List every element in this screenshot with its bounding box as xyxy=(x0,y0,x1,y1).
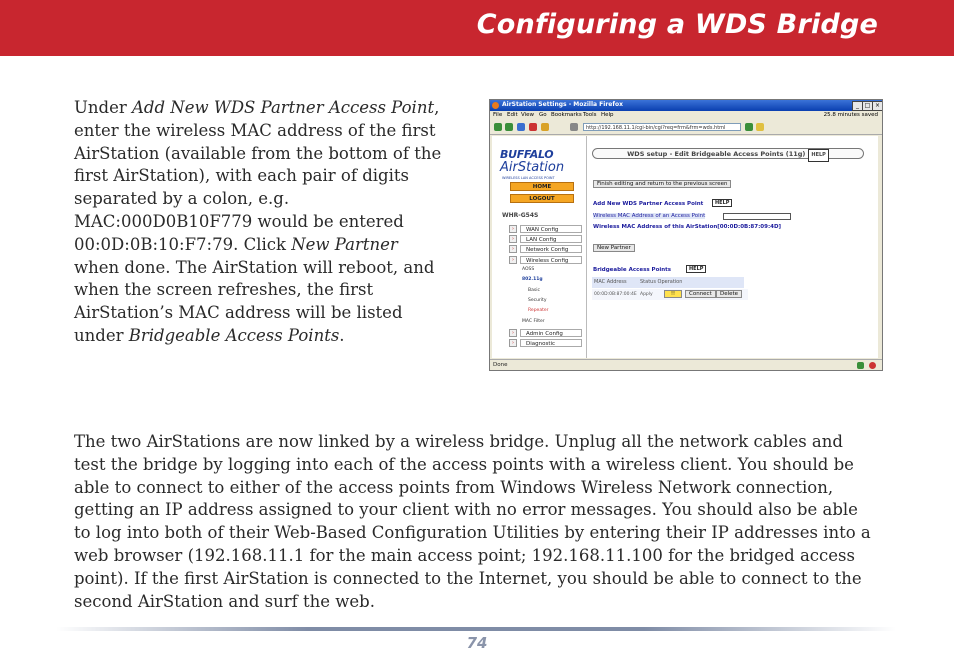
footer-divider xyxy=(56,627,896,631)
menu-wan-config[interactable]: WAN Config xyxy=(520,225,582,233)
page-content xyxy=(492,136,878,358)
menu-admin-config[interactable]: Admin Config xyxy=(520,329,582,337)
para1-emphasis-3: Bridgeable Access Points xyxy=(128,325,340,345)
status-flag-icon: !! xyxy=(664,290,682,298)
submenu-basic[interactable]: Basic xyxy=(528,288,540,293)
menu-tools[interactable]: Tools xyxy=(583,112,597,118)
close-icon[interactable]: × xyxy=(872,101,883,111)
arrow-icon[interactable]: › xyxy=(509,329,517,337)
submenu-mac-filter[interactable]: MAC Filter xyxy=(522,319,545,324)
table-header xyxy=(592,277,744,288)
page-header xyxy=(0,0,954,56)
minimize-icon[interactable]: _ xyxy=(852,101,863,111)
menu-edit[interactable]: Edit xyxy=(507,112,518,118)
url-input[interactable]: http://192.168.11.1/cgi-bin/cgi?req=frm&frm=wds.html xyxy=(583,123,741,131)
back-icon[interactable] xyxy=(494,123,502,131)
blocked-icon xyxy=(869,362,876,369)
arrow-icon[interactable]: › xyxy=(509,256,517,264)
body-paragraph: The two AirStations are now linked by a wireless bridge. Unplug all the network cables and test the bridge by logging into each of the access points with a wireless client. You should be able to connect to either of the access points from Windows Wireless Network connection, getting an IP address assigned to your client with no error messages. You should also be able to log into both of their Web-Based Configuration Utilities by entering their IP addresses into a web browser (192.168.11.1 for the main access point; 192.168.11.100 for the bridged access point). If the first AirStation is connected to the Internet, you should be able to connect to the second AirStation and surf the web. xyxy=(74,432,871,611)
arrow-icon[interactable]: › xyxy=(509,245,517,253)
finish-button[interactable]: Finish editing and return to the previous screen xyxy=(593,180,731,188)
row-status: Apply xyxy=(640,292,653,297)
menu-go[interactable]: Go xyxy=(539,112,547,118)
forward-icon[interactable] xyxy=(505,123,513,131)
menu-file[interactable]: File xyxy=(493,112,503,118)
page-title: Configuring a WDS Bridge xyxy=(476,9,878,40)
para1-text-1: Under xyxy=(74,98,132,117)
window-title: AirStation Settings - Mozilla Firefox xyxy=(502,101,623,108)
para1-text-3: when done. The AirStation will reboot, and when the screen refreshes, the first AirStation’s MAC address will be listed under xyxy=(74,257,435,345)
page-icon xyxy=(570,123,578,131)
stop-icon[interactable] xyxy=(529,123,537,131)
para1-emphasis-2: New Partner xyxy=(291,234,398,254)
wds-page-title xyxy=(592,148,864,159)
col-status-header: Status Operation xyxy=(640,279,683,285)
menu-network-config[interactable]: Network Config xyxy=(520,245,582,253)
delete-button[interactable]: Delete xyxy=(716,290,742,298)
browser-screenshot xyxy=(489,99,883,371)
page-number: 74 xyxy=(466,634,488,652)
help-button[interactable]: HELP xyxy=(686,265,706,273)
para1-text-2: , enter the wireless MAC address of the first AirStation (available from the bottom of the first AirStation), with each pair of digits separated by a colon, e.g. MAC:000D0B10F779 would be entered 00:0D:0B:10:F7:79. Click xyxy=(74,98,442,254)
intro-paragraph xyxy=(74,97,446,348)
router-main-panel xyxy=(590,136,878,358)
logo-tagline: WIRELESS LAN ACCESS POINT xyxy=(502,176,555,180)
help-button[interactable]: HELP xyxy=(808,149,828,162)
browser-statusbar xyxy=(490,359,882,371)
mac-field-label: Wireless MAC Address of an Access Point xyxy=(593,213,706,219)
wds-title-text: WDS setup - Edit Bridgeable Access Points (11g) xyxy=(627,150,806,158)
para1-emphasis-1: Add New WDS Partner Access Point xyxy=(132,98,435,117)
browser-toolbar xyxy=(490,120,882,135)
arrow-icon[interactable]: › xyxy=(509,225,517,233)
airstation-logo: AirStation xyxy=(500,160,565,175)
maximize-icon[interactable]: □ xyxy=(862,101,873,111)
col-mac-header: MAC Address xyxy=(594,279,627,285)
search-engine-icon[interactable] xyxy=(756,123,764,131)
submenu-security[interactable]: Security xyxy=(528,298,547,303)
para1-text-4: . xyxy=(339,325,345,345)
status-text: Done xyxy=(493,362,508,368)
reload-icon[interactable] xyxy=(517,123,525,131)
buffalo-logo: BUFFALO xyxy=(500,148,554,161)
submenu-repeater[interactable]: Repeater xyxy=(528,308,549,313)
mac-address-input[interactable] xyxy=(723,213,791,220)
submenu-aoss[interactable]: AOSS xyxy=(522,267,535,272)
arrow-icon[interactable]: › xyxy=(509,235,517,243)
go-icon[interactable] xyxy=(745,123,753,131)
connect-button[interactable]: Connect xyxy=(685,290,716,298)
home-icon[interactable] xyxy=(541,123,549,131)
submenu-80211g[interactable]: 802.11g xyxy=(522,277,543,282)
model-name: WHR-G54S xyxy=(502,212,539,219)
bridgeable-label: Bridgeable Access Points xyxy=(593,267,672,273)
add-partner-label: Add New WDS Partner Access Point xyxy=(593,201,704,207)
router-sidebar xyxy=(492,136,587,358)
new-partner-button[interactable]: New Partner xyxy=(593,244,635,252)
menu-view[interactable]: View xyxy=(521,112,535,118)
menu-diagnostic[interactable]: Diagnostic xyxy=(520,339,582,347)
row-mac: 00:0D:0B:87:00:4E xyxy=(594,292,637,297)
logout-button[interactable]: LOGOUT xyxy=(510,194,574,203)
menu-right-status: 25.8 minutes saved xyxy=(823,112,878,118)
arrow-icon[interactable]: › xyxy=(509,339,517,347)
help-button[interactable]: HELP xyxy=(712,199,732,207)
firefox-icon xyxy=(492,102,499,109)
security-icon xyxy=(857,362,864,369)
menu-bookmarks[interactable]: Bookmarks xyxy=(551,112,582,118)
this-mac-label: Wireless MAC Address of this AirStation[00:0D:0B:87:09:4D] xyxy=(593,224,782,230)
menu-lan-config[interactable]: LAN Config xyxy=(520,235,582,243)
menu-help[interactable]: Help xyxy=(601,112,614,118)
home-button[interactable]: HOME xyxy=(510,182,574,191)
menu-wireless-config[interactable]: Wireless Config xyxy=(520,256,582,264)
window-titlebar xyxy=(490,100,882,111)
browser-menubar xyxy=(490,111,882,120)
table-row xyxy=(592,289,748,300)
